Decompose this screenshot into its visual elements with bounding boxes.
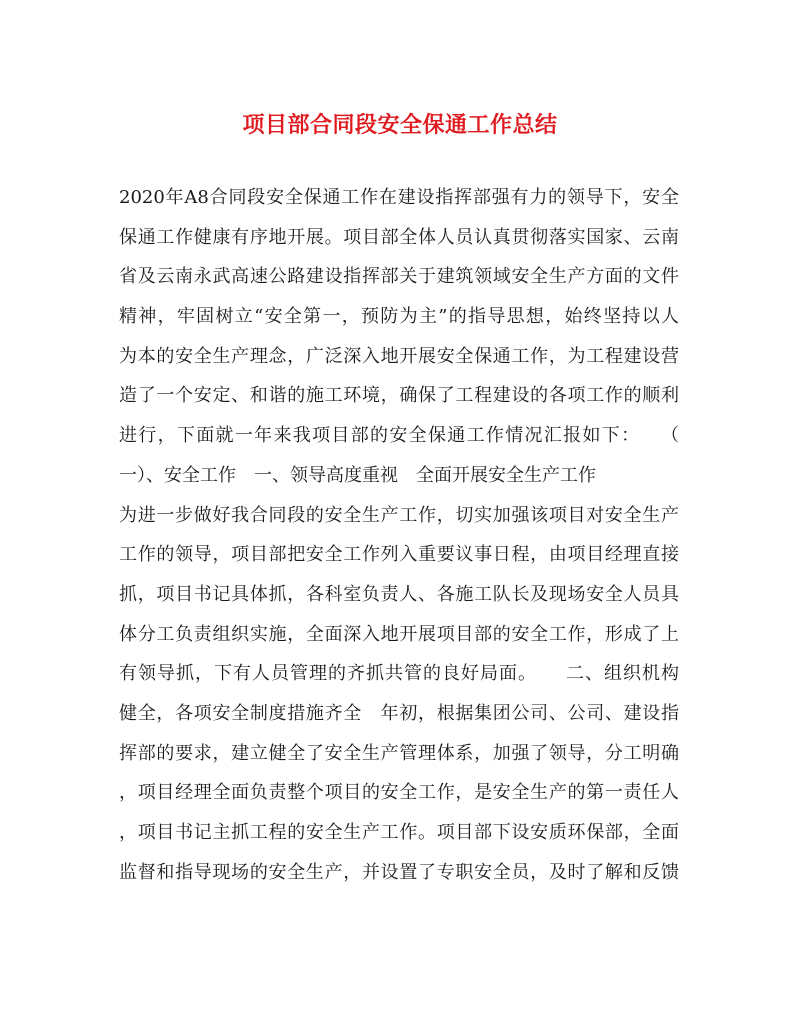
- body-line: 监督和指导现场的安全生产，并设置了专职安全员，及时了解和反馈: [119, 861, 679, 883]
- body-line: 精神，牢固树立“安全第一，预防为主”的指导思想，始终坚持以人: [119, 306, 679, 328]
- body-line: 工作的领导，项目部把安全工作列入重要议事日程，由项目经理直接: [119, 544, 679, 566]
- body-line: 为本的安全生产理念，广泛深入地开展安全保通工作，为工程建设营: [119, 345, 679, 367]
- body-line: 造了一个安定、和谐的施工环境，确保了工程建设的各项工作的顺利: [119, 385, 679, 407]
- body-line: 保通工作健康有序地开展。项目部全体人员认真贯彻落实国家、云南: [119, 226, 679, 248]
- body-line: 有领导抓，下有人员管理的齐抓共管的良好局面。 二、组织机构: [119, 663, 679, 685]
- body-line: 挥部的要求，建立健全了安全生产管理体系，加强了领导，分工明确: [119, 742, 679, 764]
- body-line: 体分工负责组织实施，全面深入地开展项目部的安全工作，形成了上: [119, 623, 679, 645]
- body-line: ，项目经理全面负责整个项目的安全工作，是安全生产的第一责任人: [119, 782, 679, 804]
- body-line: 进行，下面就一年来我项目部的安全保通工作情况汇报如下： （: [119, 425, 679, 447]
- body-line: 抓，项目书记具体抓，各科室负责人、各施工队长及现场安全人员具: [119, 583, 679, 605]
- body-line: 2020年A8合同段安全保通工作在建设指挥部强有力的领导下，安全: [119, 187, 679, 208]
- body-line: 为进一步做好我合同段的安全生产工作，切实加强该项目对安全生产: [119, 504, 679, 526]
- body-line: 一）、安全工作 一、领导高度重视 全面开展安全生产工作: [119, 464, 596, 486]
- document-title: 项目部合同段安全保通工作总结: [242, 112, 558, 138]
- document-body: [119, 178, 679, 892]
- body-line: ，项目书记主抓工程的安全生产工作。项目部下设安质环保部，全面: [119, 822, 679, 843]
- body-line: 省及云南永武高速公路建设指挥部关于建筑领域安全生产方面的文件: [119, 266, 679, 288]
- body-line: 健全，各项安全制度措施齐全 年初，根据集团公司、公司、建设指: [119, 702, 679, 724]
